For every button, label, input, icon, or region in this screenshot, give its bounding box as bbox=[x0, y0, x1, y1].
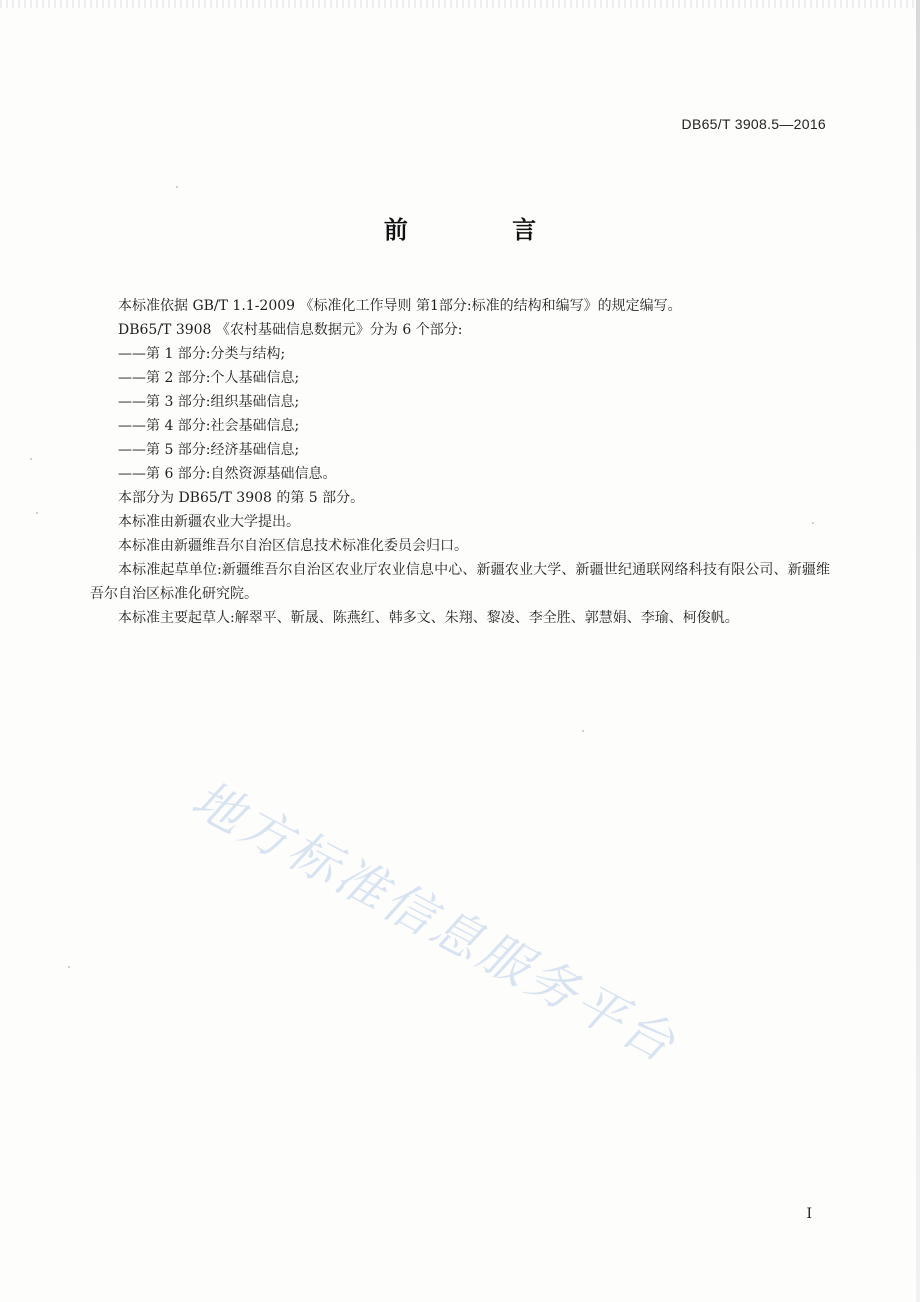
scan-edge-top bbox=[0, 0, 920, 8]
list-item: ——第 5 部分:经济基础信息; bbox=[118, 442, 300, 458]
page-number: I bbox=[806, 1206, 812, 1222]
paragraph: 本部分为 DB65/T 3908 的第 5 部分。 bbox=[118, 490, 365, 506]
list-item: ——第 3 部分:组织基础信息; bbox=[118, 394, 300, 410]
scan-speck bbox=[36, 512, 38, 514]
paragraph: 本标准依据 GB/T 1.1-2009 《标准化工作导则 第1部分:标准的结构和编写》的规定编写。 bbox=[118, 298, 682, 314]
scan-speck bbox=[176, 186, 178, 188]
paragraph: DB65/T 3908 《农村基础信息数据元》分为 6 个部分: bbox=[118, 322, 463, 338]
paragraph: 本标准主要起草人:解翠平、靳晟、陈燕红、韩多文、朱翔、黎凌、李全胜、郭慧娟、李瑜、柯俊帆。 bbox=[118, 610, 739, 626]
watermark-text: 地方标准信息服务平台 bbox=[182, 769, 687, 1075]
scan-edge-right bbox=[916, 0, 920, 1302]
paragraph: 本标准起草单位:新疆维吾尔自治区农业厅农业信息中心、新疆农业大学、新疆世纪通联网络科技有限公司、新疆维吾尔自治区标准化研究院。 bbox=[90, 562, 830, 602]
list-item: ——第 2 部分:个人基础信息; bbox=[118, 370, 300, 386]
page-title: 前 言 bbox=[383, 216, 585, 244]
scan-speck bbox=[582, 730, 584, 732]
scan-speck bbox=[30, 458, 32, 460]
foreword-body bbox=[90, 294, 830, 630]
paragraph: 本标准由新疆维吾尔自治区信息技术标准化委员会归口。 bbox=[118, 538, 468, 554]
list-item: ——第 4 部分:社会基础信息; bbox=[118, 418, 300, 434]
paragraph: 本标准由新疆农业大学提出。 bbox=[118, 514, 300, 530]
list-item: ——第 6 部分:自然资源基础信息。 bbox=[118, 466, 337, 482]
scan-speck bbox=[68, 966, 70, 968]
scan-speck bbox=[812, 522, 814, 524]
standard-code: DB65/T 3908.5—2016 bbox=[681, 116, 826, 132]
list-item: ——第 1 部分:分类与结构; bbox=[118, 346, 286, 362]
